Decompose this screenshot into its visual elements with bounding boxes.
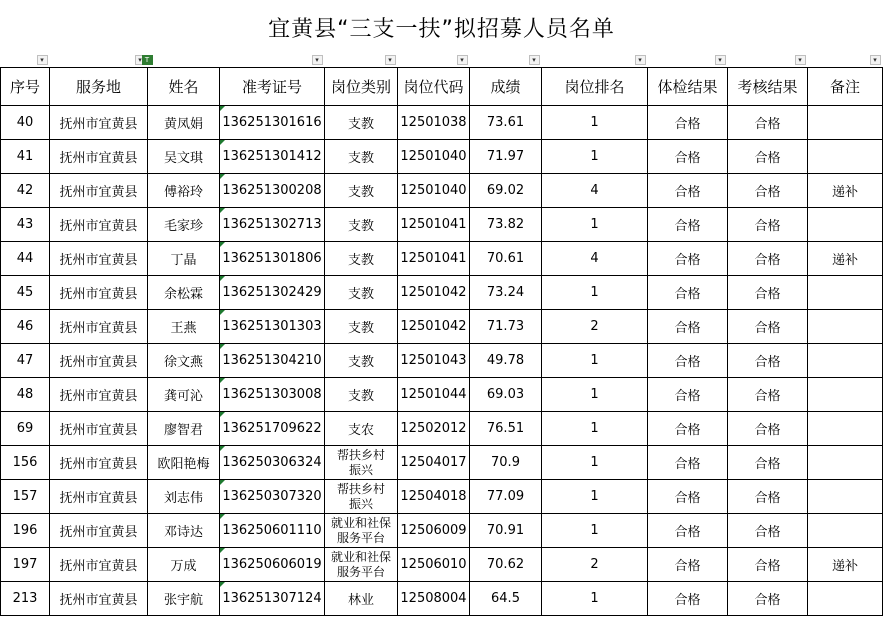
text-number-indicator-icon xyxy=(220,174,225,179)
filter-cell-medical-result xyxy=(648,54,728,68)
cell-post-type[interactable]: 林业 xyxy=(325,582,398,616)
cell-location[interactable]: 抚州市宜黄县 xyxy=(50,480,148,514)
cell-medical-result[interactable]: 合格 xyxy=(648,480,728,514)
cell-ticket-no[interactable]: 136251303008 xyxy=(220,378,325,412)
cell-post-rank[interactable]: 1 xyxy=(542,140,648,174)
cell-location[interactable]: 抚州市宜黄县 xyxy=(50,242,148,276)
cell-location[interactable]: 抚州市宜黄县 xyxy=(50,276,148,310)
cell-assessment-result[interactable]: 合格 xyxy=(728,412,808,446)
cell-assessment-result[interactable]: 合格 xyxy=(728,378,808,412)
cell-name[interactable]: 吴文琪 xyxy=(148,140,220,174)
cell-post-type[interactable]: 支农 xyxy=(325,412,398,446)
header-row xyxy=(1,68,883,106)
cell-seq[interactable]: 42 xyxy=(1,174,50,208)
cell-post-rank[interactable]: 1 xyxy=(542,378,648,412)
filter-dropdown-icon[interactable]: ▾ xyxy=(795,55,806,65)
cell-seq[interactable]: 47 xyxy=(1,344,50,378)
text-number-indicator-icon xyxy=(220,480,225,485)
filter-cell-remark xyxy=(808,54,883,68)
cell-post-rank[interactable]: 4 xyxy=(542,242,648,276)
cell-post-type[interactable]: 支教 xyxy=(325,106,398,140)
cell-remark[interactable] xyxy=(808,310,883,344)
cell-post-type[interactable]: 支教 xyxy=(325,140,398,174)
cell-post-code[interactable]: 12501038 xyxy=(398,106,470,140)
table-row xyxy=(1,344,883,378)
filter-cell-location xyxy=(50,54,148,68)
cell-location[interactable]: 抚州市宜黄县 xyxy=(50,548,148,582)
cell-post-rank[interactable]: 1 xyxy=(542,480,648,514)
cell-assessment-result[interactable]: 合格 xyxy=(728,582,808,616)
cell-seq[interactable]: 43 xyxy=(1,208,50,242)
cell-seq[interactable]: 44 xyxy=(1,242,50,276)
cell-medical-result[interactable]: 合格 xyxy=(648,174,728,208)
filter-cell-post-rank xyxy=(542,54,648,68)
cell-seq[interactable]: 41 xyxy=(1,140,50,174)
text-number-indicator-icon xyxy=(220,276,225,281)
cell-seq[interactable]: 157 xyxy=(1,480,50,514)
cell-score[interactable]: 70.91 xyxy=(470,514,542,548)
cell-post-code[interactable]: 12508004 xyxy=(398,582,470,616)
filter-cell-score xyxy=(470,54,542,68)
cell-name[interactable]: 邓诗达 xyxy=(148,514,220,548)
cell-medical-result[interactable]: 合格 xyxy=(648,378,728,412)
cell-post-type[interactable]: 帮扶乡村 振兴 xyxy=(325,480,398,514)
cell-post-rank[interactable]: 1 xyxy=(542,412,648,446)
cell-post-rank[interactable]: 1 xyxy=(542,208,648,242)
cell-post-code[interactable]: 12502012 xyxy=(398,412,470,446)
cell-remark[interactable] xyxy=(808,208,883,242)
cell-ticket-no[interactable]: 136251300208 xyxy=(220,174,325,208)
filter-dropdown-icon[interactable]: ▾ xyxy=(635,55,646,65)
cell-ticket-no[interactable]: 136251307124 xyxy=(220,582,325,616)
text-number-indicator-icon xyxy=(220,242,225,247)
cell-ticket-no[interactable]: 136251302429 xyxy=(220,276,325,310)
table-row xyxy=(1,412,883,446)
column-header-name[interactable]: 姓名 xyxy=(148,68,220,106)
cell-seq[interactable]: 213 xyxy=(1,582,50,616)
cell-post-code[interactable]: 12506010 xyxy=(398,548,470,582)
cell-score[interactable]: 73.61 xyxy=(470,106,542,140)
cell-score[interactable]: 49.78 xyxy=(470,344,542,378)
text-number-indicator-icon xyxy=(220,344,225,349)
column-header-remark[interactable]: 备注 xyxy=(808,68,883,106)
cell-location[interactable]: 抚州市宜黄县 xyxy=(50,378,148,412)
text-number-indicator-icon xyxy=(220,106,225,111)
filter-dropdown-icon[interactable]: ▾ xyxy=(385,55,396,65)
cell-medical-result[interactable]: 合格 xyxy=(648,242,728,276)
cell-score[interactable]: 64.5 xyxy=(470,582,542,616)
cell-assessment-result[interactable]: 合格 xyxy=(728,548,808,582)
filter-dropdown-icon[interactable]: ▾ xyxy=(870,55,881,65)
table-row xyxy=(1,208,883,242)
cell-ticket-no[interactable]: 136251304210 xyxy=(220,344,325,378)
cell-ticket-no[interactable]: 136251301616 xyxy=(220,106,325,140)
cell-remark[interactable] xyxy=(808,378,883,412)
cell-post-rank[interactable]: 2 xyxy=(542,548,648,582)
table-row xyxy=(1,446,883,480)
cell-seq[interactable]: 196 xyxy=(1,514,50,548)
title-row xyxy=(0,0,883,54)
filter-cell-ticket-no xyxy=(220,54,325,68)
table-row xyxy=(1,106,883,140)
cell-location[interactable]: 抚州市宜黄县 xyxy=(50,310,148,344)
filter-dropdown-icon[interactable]: ▾ xyxy=(529,55,540,65)
text-number-indicator-icon xyxy=(220,514,225,519)
text-number-indicator-icon xyxy=(220,548,225,553)
cell-location[interactable]: 抚州市宜黄县 xyxy=(50,140,148,174)
filter-cell-post-code xyxy=(398,54,470,68)
cell-remark[interactable] xyxy=(808,514,883,548)
cell-medical-result[interactable]: 合格 xyxy=(648,208,728,242)
cell-remark[interactable]: 递补 xyxy=(808,548,883,582)
filter-dropdown-icon[interactable]: ▾ xyxy=(312,55,323,65)
table-row xyxy=(1,276,883,310)
cell-ticket-no[interactable]: 136251301806 xyxy=(220,242,325,276)
cell-post-rank[interactable]: 1 xyxy=(542,276,648,310)
cell-post-rank[interactable]: 4 xyxy=(542,174,648,208)
cell-remark[interactable] xyxy=(808,344,883,378)
cell-ticket-no[interactable]: 136250601110 xyxy=(220,514,325,548)
cell-score[interactable]: 71.97 xyxy=(470,140,542,174)
cell-assessment-result[interactable]: 合格 xyxy=(728,140,808,174)
cell-post-code[interactable]: 12501044 xyxy=(398,378,470,412)
cell-post-type[interactable]: 帮扶乡村 振兴 xyxy=(325,446,398,480)
cell-ticket-no[interactable]: 136251301303 xyxy=(220,310,325,344)
cell-post-type[interactable]: 就业和社保 服务平台 xyxy=(325,514,398,548)
cell-assessment-result[interactable]: 合格 xyxy=(728,446,808,480)
cell-post-rank[interactable]: 2 xyxy=(542,310,648,344)
cell-medical-result[interactable]: 合格 xyxy=(648,106,728,140)
column-header-location[interactable]: 服务地 xyxy=(50,68,148,106)
cell-assessment-result[interactable]: 合格 xyxy=(728,208,808,242)
text-number-indicator-icon xyxy=(220,412,225,417)
cell-name[interactable]: 龚可沁 xyxy=(148,378,220,412)
cell-remark[interactable]: 递补 xyxy=(808,242,883,276)
cell-assessment-result[interactable]: 合格 xyxy=(728,514,808,548)
cell-location[interactable]: 抚州市宜黄县 xyxy=(50,344,148,378)
text-number-indicator-icon xyxy=(220,208,225,213)
cell-medical-result[interactable]: 合格 xyxy=(648,446,728,480)
cell-medical-result[interactable]: 合格 xyxy=(648,276,728,310)
cell-name[interactable]: 刘志伟 xyxy=(148,480,220,514)
cell-location[interactable]: 抚州市宜黄县 xyxy=(50,582,148,616)
cell-name[interactable]: 王燕 xyxy=(148,310,220,344)
cell-post-rank[interactable]: 1 xyxy=(542,514,648,548)
cell-post-type[interactable]: 支教 xyxy=(325,344,398,378)
cell-post-rank[interactable]: 1 xyxy=(542,446,648,480)
cell-location[interactable]: 抚州市宜黄县 xyxy=(50,106,148,140)
cell-ticket-no[interactable]: 136251302713 xyxy=(220,208,325,242)
candidate-table xyxy=(0,54,883,616)
cell-name[interactable]: 黄凤娟 xyxy=(148,106,220,140)
cell-seq[interactable]: 46 xyxy=(1,310,50,344)
cell-ticket-no[interactable]: 136250606019 xyxy=(220,548,325,582)
text-number-indicator-icon xyxy=(220,310,225,315)
table-row xyxy=(1,310,883,344)
text-number-indicator-icon xyxy=(220,378,225,383)
table-row xyxy=(1,140,883,174)
cell-post-rank[interactable]: 1 xyxy=(542,582,648,616)
cell-assessment-result[interactable]: 合格 xyxy=(728,242,808,276)
cell-ticket-no[interactable]: 136251301412 xyxy=(220,140,325,174)
cell-post-type[interactable]: 支教 xyxy=(325,276,398,310)
cell-remark[interactable] xyxy=(808,106,883,140)
cell-seq[interactable]: 197 xyxy=(1,548,50,582)
cell-post-code[interactable]: 12501040 xyxy=(398,174,470,208)
cell-post-code[interactable]: 12501041 xyxy=(398,208,470,242)
cell-score[interactable]: 73.24 xyxy=(470,276,542,310)
cell-location[interactable]: 抚州市宜黄县 xyxy=(50,412,148,446)
table-row xyxy=(1,548,883,582)
cell-seq[interactable]: 40 xyxy=(1,106,50,140)
table-row xyxy=(1,582,883,616)
text-number-indicator-icon xyxy=(220,140,225,145)
column-header-seq[interactable]: 序号 xyxy=(1,68,50,106)
filter-cell-name xyxy=(144,54,220,68)
cell-score[interactable]: 69.02 xyxy=(470,174,542,208)
table-row xyxy=(1,480,883,514)
cell-remark[interactable]: 递补 xyxy=(808,174,883,208)
cell-medical-result[interactable]: 合格 xyxy=(648,140,728,174)
sheet-title: 宜黄县“三支一扶”拟招募人员名单 xyxy=(268,16,615,42)
cell-medical-result[interactable]: 合格 xyxy=(648,412,728,446)
cell-post-type[interactable]: 支教 xyxy=(325,208,398,242)
cell-remark[interactable] xyxy=(808,412,883,446)
cell-name[interactable]: 万成 xyxy=(148,548,220,582)
cell-location[interactable]: 抚州市宜黄县 xyxy=(50,514,148,548)
cell-remark[interactable] xyxy=(808,582,883,616)
cell-score[interactable]: 70.61 xyxy=(470,242,542,276)
cell-name[interactable]: 余松霖 xyxy=(148,276,220,310)
column-header-ticket-no[interactable]: 准考证号 xyxy=(220,68,325,106)
text-number-indicator-icon xyxy=(220,582,225,587)
cell-score[interactable]: 71.73 xyxy=(470,310,542,344)
cell-assessment-result[interactable]: 合格 xyxy=(728,276,808,310)
cell-remark[interactable] xyxy=(808,480,883,514)
cell-medical-result[interactable]: 合格 xyxy=(648,514,728,548)
cell-location[interactable]: 抚州市宜黄县 xyxy=(50,446,148,480)
column-header-post-code[interactable]: 岗位代码 xyxy=(398,68,470,106)
cell-remark[interactable] xyxy=(808,140,883,174)
column-header-medical-result[interactable]: 体检结果 xyxy=(648,68,728,106)
cell-assessment-result[interactable]: 合格 xyxy=(728,310,808,344)
cell-score[interactable]: 70.62 xyxy=(470,548,542,582)
cell-post-type[interactable]: 支教 xyxy=(325,310,398,344)
cell-post-rank[interactable]: 1 xyxy=(542,344,648,378)
cell-post-code[interactable]: 12504018 xyxy=(398,480,470,514)
cell-medical-result[interactable]: 合格 xyxy=(648,310,728,344)
table-row xyxy=(1,378,883,412)
filter-dropdown-icon[interactable]: ▾ xyxy=(715,55,726,65)
cell-name[interactable]: 徐文燕 xyxy=(148,344,220,378)
cell-medical-result[interactable]: 合格 xyxy=(648,344,728,378)
column-header-assessment-result[interactable]: 考核结果 xyxy=(728,68,808,106)
cell-name[interactable]: 丁晶 xyxy=(148,242,220,276)
cell-ticket-no[interactable]: 136251709622 xyxy=(220,412,325,446)
cell-name[interactable]: 张宇航 xyxy=(148,582,220,616)
filter-dropdown-icon[interactable]: ▾ xyxy=(135,55,146,65)
cell-location[interactable]: 抚州市宜黄县 xyxy=(50,208,148,242)
cell-location[interactable]: 抚州市宜黄县 xyxy=(50,174,148,208)
cell-post-code[interactable]: 12501040 xyxy=(398,140,470,174)
cell-post-type[interactable]: 支教 xyxy=(325,174,398,208)
table-row xyxy=(1,514,883,548)
cell-name[interactable]: 傅裕玲 xyxy=(148,174,220,208)
text-number-indicator-icon xyxy=(220,446,225,451)
table-row xyxy=(1,242,883,276)
cell-assessment-result[interactable]: 合格 xyxy=(728,174,808,208)
cell-name[interactable]: 廖智君 xyxy=(148,412,220,446)
cell-assessment-result[interactable]: 合格 xyxy=(728,106,808,140)
cell-assessment-result[interactable]: 合格 xyxy=(728,480,808,514)
cell-score[interactable]: 73.82 xyxy=(470,208,542,242)
filter-row xyxy=(1,54,883,68)
cell-score[interactable]: 77.09 xyxy=(470,480,542,514)
cell-name[interactable]: 欧阳艳梅 xyxy=(148,446,220,480)
cell-assessment-result[interactable]: 合格 xyxy=(728,344,808,378)
cell-post-type[interactable]: 就业和社保 服务平台 xyxy=(325,548,398,582)
filter-active-icon[interactable]: T xyxy=(142,55,153,65)
cell-seq[interactable]: 48 xyxy=(1,378,50,412)
cell-post-code[interactable]: 12506009 xyxy=(398,514,470,548)
filter-dropdown-icon[interactable]: ▾ xyxy=(457,55,468,65)
cell-ticket-no[interactable]: 136250306324 xyxy=(220,446,325,480)
cell-name[interactable]: 毛家珍 xyxy=(148,208,220,242)
filter-cell-seq xyxy=(1,54,50,68)
cell-post-code[interactable]: 12501042 xyxy=(398,276,470,310)
column-header-post-rank[interactable]: 岗位排名 xyxy=(542,68,648,106)
cell-score[interactable]: 76.51 xyxy=(470,412,542,446)
cell-score[interactable]: 69.03 xyxy=(470,378,542,412)
cell-post-rank[interactable]: 1 xyxy=(542,106,648,140)
cell-remark[interactable] xyxy=(808,446,883,480)
cell-medical-result[interactable]: 合格 xyxy=(648,548,728,582)
cell-seq[interactable]: 69 xyxy=(1,412,50,446)
cell-seq[interactable]: 156 xyxy=(1,446,50,480)
cell-ticket-no[interactable]: 136250307320 xyxy=(220,480,325,514)
cell-remark[interactable] xyxy=(808,276,883,310)
cell-post-code[interactable]: 12501042 xyxy=(398,310,470,344)
filter-cell-post-type xyxy=(325,54,398,68)
cell-post-type[interactable]: 支教 xyxy=(325,378,398,412)
cell-score[interactable]: 70.9 xyxy=(470,446,542,480)
cell-post-type[interactable]: 支教 xyxy=(325,242,398,276)
cell-medical-result[interactable]: 合格 xyxy=(648,582,728,616)
cell-post-code[interactable]: 12504017 xyxy=(398,446,470,480)
cell-seq[interactable]: 45 xyxy=(1,276,50,310)
cell-post-code[interactable]: 12501043 xyxy=(398,344,470,378)
filter-cell-assessment-result xyxy=(728,54,808,68)
column-header-post-type[interactable]: 岗位类别 xyxy=(325,68,398,106)
table-row xyxy=(1,174,883,208)
cell-post-code[interactable]: 12501041 xyxy=(398,242,470,276)
filter-dropdown-icon[interactable]: ▾ xyxy=(37,55,48,65)
column-header-score[interactable]: 成绩 xyxy=(470,68,542,106)
